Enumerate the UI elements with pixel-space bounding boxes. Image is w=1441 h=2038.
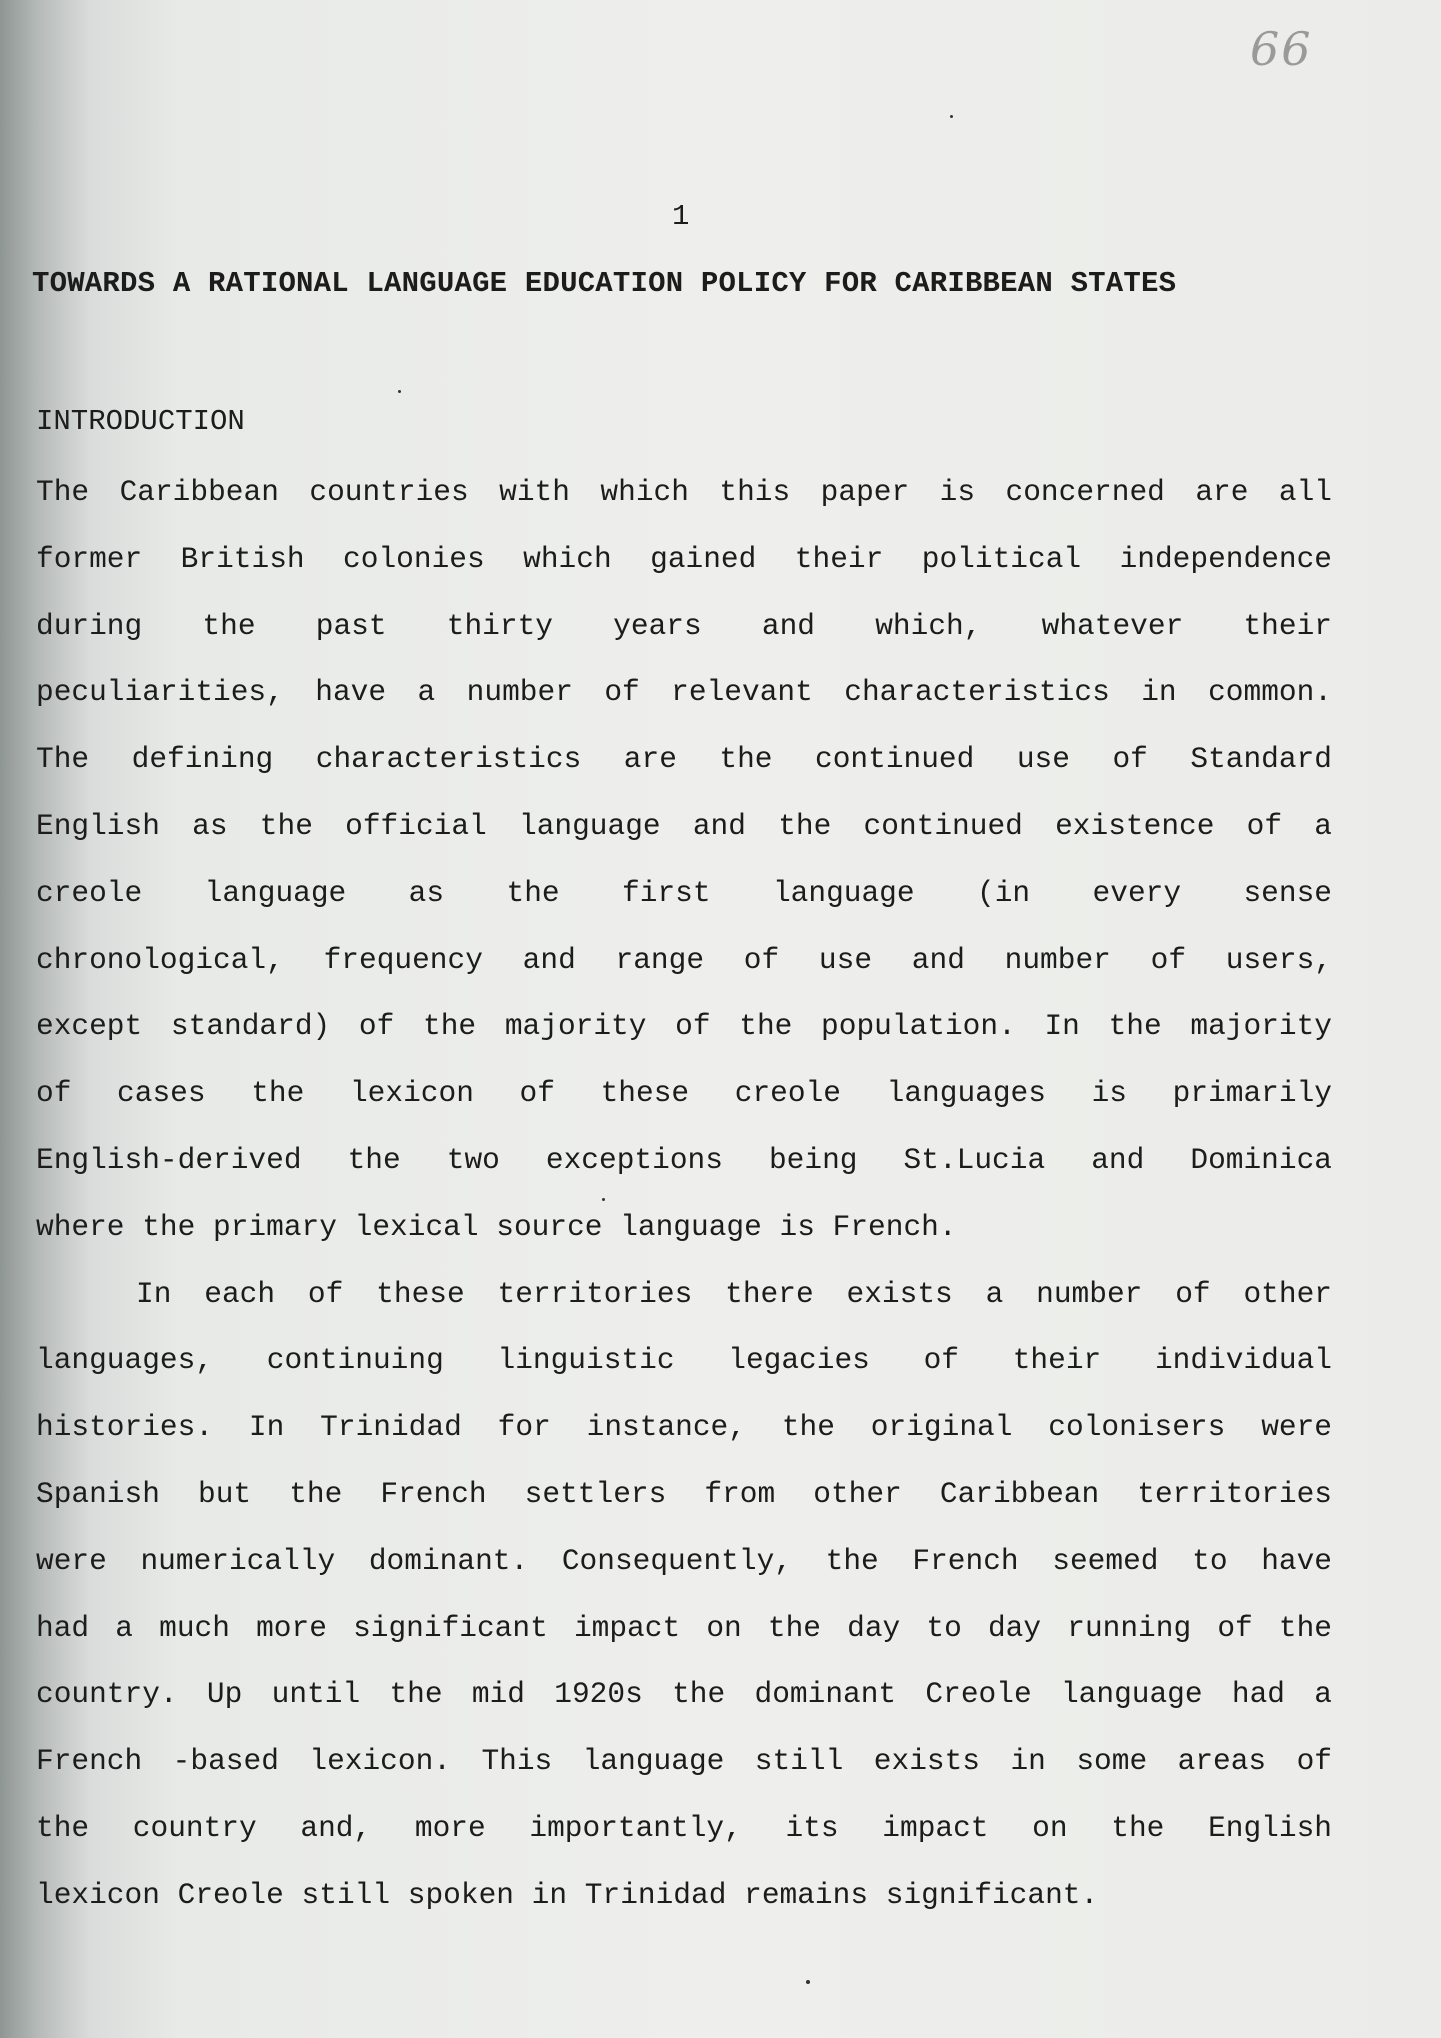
ink-speck <box>950 115 953 118</box>
body-text <box>36 459 1332 1929</box>
ink-speck <box>602 1198 605 1201</box>
text-line: country. Up until the mid 1920s the dominant Creole language had a <box>36 1677 1332 1712</box>
text-line: creole language as the first language (in every sense <box>36 875 1332 910</box>
text-line: where the primary lexical source language is French. <box>36 1209 957 1244</box>
paragraph-1 <box>36 459 1332 1261</box>
section-heading: INTRODUCTION <box>36 405 245 438</box>
text-line: The Caribbean countries with which this paper is concerned are all <box>36 475 1332 509</box>
ink-speck <box>806 1980 810 1984</box>
text-line: former British colonies which gained their political independence <box>36 541 1332 576</box>
text-line: had a much more significant impact on the day to day running of the <box>36 1610 1332 1645</box>
text-line: of cases the lexicon of these creole languages is primarily <box>36 1076 1332 1111</box>
text-line: Spanish but the French settlers from other Caribbean territories <box>36 1476 1332 1511</box>
ink-speck <box>398 390 401 393</box>
handwritten-page-number: 66 <box>1250 22 1313 76</box>
text-line: English-derived the two exceptions being St.Lucia and Dominica <box>36 1142 1332 1177</box>
text-line: peculiarities, have a number of relevant characteristics in common. <box>36 675 1332 710</box>
text-line: languages, continuing linguistic legacies of their individual <box>36 1343 1332 1378</box>
paragraph-2 <box>36 1261 1332 1929</box>
text-line: except standard) of the majority of the population. In the majority <box>36 1009 1332 1044</box>
text-line: during the past thirty years and which, whatever their <box>36 608 1332 643</box>
text-line: lexicon Creole still spoken in Trinidad remains significant. <box>36 1877 1099 1912</box>
text-line: In each of these territories there exists a number of other <box>136 1276 1332 1311</box>
text-line: French -based lexicon. This language still exists in some areas of <box>36 1744 1332 1779</box>
text-line: were numerically dominant. Consequently, the French seemed to have <box>36 1543 1332 1578</box>
text-line: chronological, frequency and range of use and number of users, <box>36 942 1332 977</box>
text-line: the country and, more importantly, its impact on the English <box>36 1810 1332 1845</box>
text-line: histories. In Trinidad for instance, the original colonisers were <box>36 1410 1332 1445</box>
text-line: English as the official language and the continued existence of a <box>36 808 1332 843</box>
text-line: The defining characteristics are the continued use of Standard <box>36 742 1332 777</box>
document-title: TOWARDS A RATIONAL LANGUAGE EDUCATION POLICY FOR CARIBBEAN STATES <box>32 267 1177 300</box>
page-number: 1 <box>672 200 690 233</box>
